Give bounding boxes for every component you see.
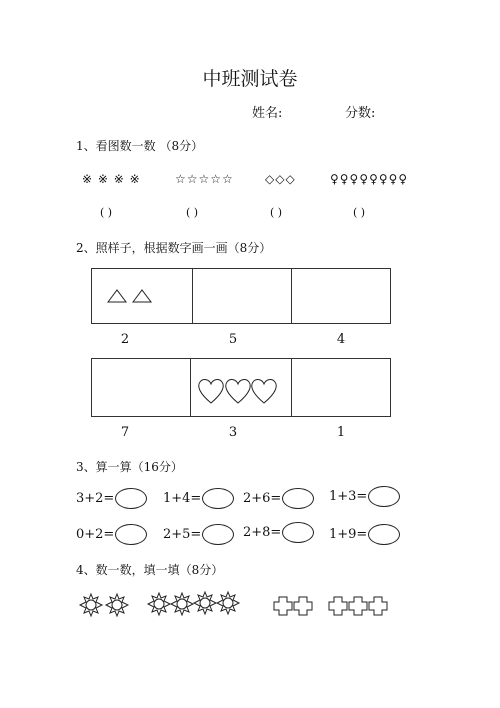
equation: [329, 486, 400, 507]
section-1-heading: 1、看图数一数 （8分）: [76, 139, 204, 153]
draw-cell-1[interactable]: [291, 359, 390, 416]
equation: [243, 488, 314, 509]
equation-text: 2+6=: [243, 491, 282, 506]
equation-text: 1+4=: [163, 491, 202, 506]
counting-shapes: [72, 588, 402, 624]
triangle-icons: [92, 269, 192, 323]
equation-text: 2+5=: [163, 527, 202, 542]
equation-text: 0+2=: [76, 527, 115, 542]
box-number: 4: [336, 332, 346, 347]
box-number: 5: [228, 332, 238, 347]
answer-paren-3[interactable]: ( ): [270, 206, 283, 219]
equation-text: 3+2=: [76, 491, 115, 506]
heart-icons: [191, 359, 291, 416]
answer-oval[interactable]: [282, 522, 314, 543]
symbol-group-3: ◇◇◇: [265, 172, 296, 186]
equation-text: 1+3=: [329, 489, 368, 504]
draw-cell-4[interactable]: [291, 269, 390, 323]
answer-paren-4[interactable]: ( ): [353, 206, 366, 219]
symbol-group-2: ☆☆☆☆☆: [175, 172, 234, 186]
equation: [329, 524, 400, 545]
symbol-group-1: ※ ※ ※ ※: [82, 172, 141, 186]
box-number: 1: [336, 425, 346, 440]
answer-oval[interactable]: [202, 524, 234, 545]
drawing-box-row-1: [91, 268, 391, 324]
draw-cell-5[interactable]: [192, 269, 291, 323]
box-number: 3: [228, 425, 238, 440]
score-label: 分数:: [345, 106, 376, 121]
equation: [243, 522, 314, 543]
equation-text: 2+8=: [243, 525, 282, 540]
section-4-heading: 4、数一数，填一填（8分）: [76, 563, 224, 577]
answer-oval[interactable]: [368, 486, 400, 507]
answer-oval[interactable]: [368, 524, 400, 545]
answer-paren-2[interactable]: ( ): [186, 206, 199, 219]
section-3-heading: 3、算一算（16分）: [76, 460, 183, 474]
answer-oval[interactable]: [115, 488, 147, 509]
sun-icon-group: [80, 592, 239, 616]
box-number: 2: [120, 332, 130, 347]
draw-cell-7[interactable]: [92, 359, 190, 416]
name-label: 姓名:: [252, 106, 283, 121]
equation: [163, 488, 234, 509]
drawing-box-row-2: [91, 358, 391, 417]
answer-oval[interactable]: [282, 488, 314, 509]
answer-paren-1[interactable]: ( ): [100, 206, 113, 219]
page-title: 中班测试卷: [202, 68, 298, 90]
symbol-group-4: ♀♀♀♀♀♀♀♀: [330, 172, 409, 186]
draw-cell-example: [92, 269, 192, 323]
equation: [76, 524, 147, 545]
equation: [76, 488, 147, 509]
equation-text: 1+9=: [329, 527, 368, 542]
cross-icon-group: [274, 597, 387, 615]
box-number: 7: [120, 425, 130, 440]
draw-cell-example-hearts: [190, 359, 291, 416]
answer-oval[interactable]: [115, 524, 147, 545]
equation: [163, 524, 234, 545]
section-2-heading: 2、照样子，根据数字画一画（8分）: [76, 241, 272, 255]
answer-oval[interactable]: [202, 488, 234, 509]
